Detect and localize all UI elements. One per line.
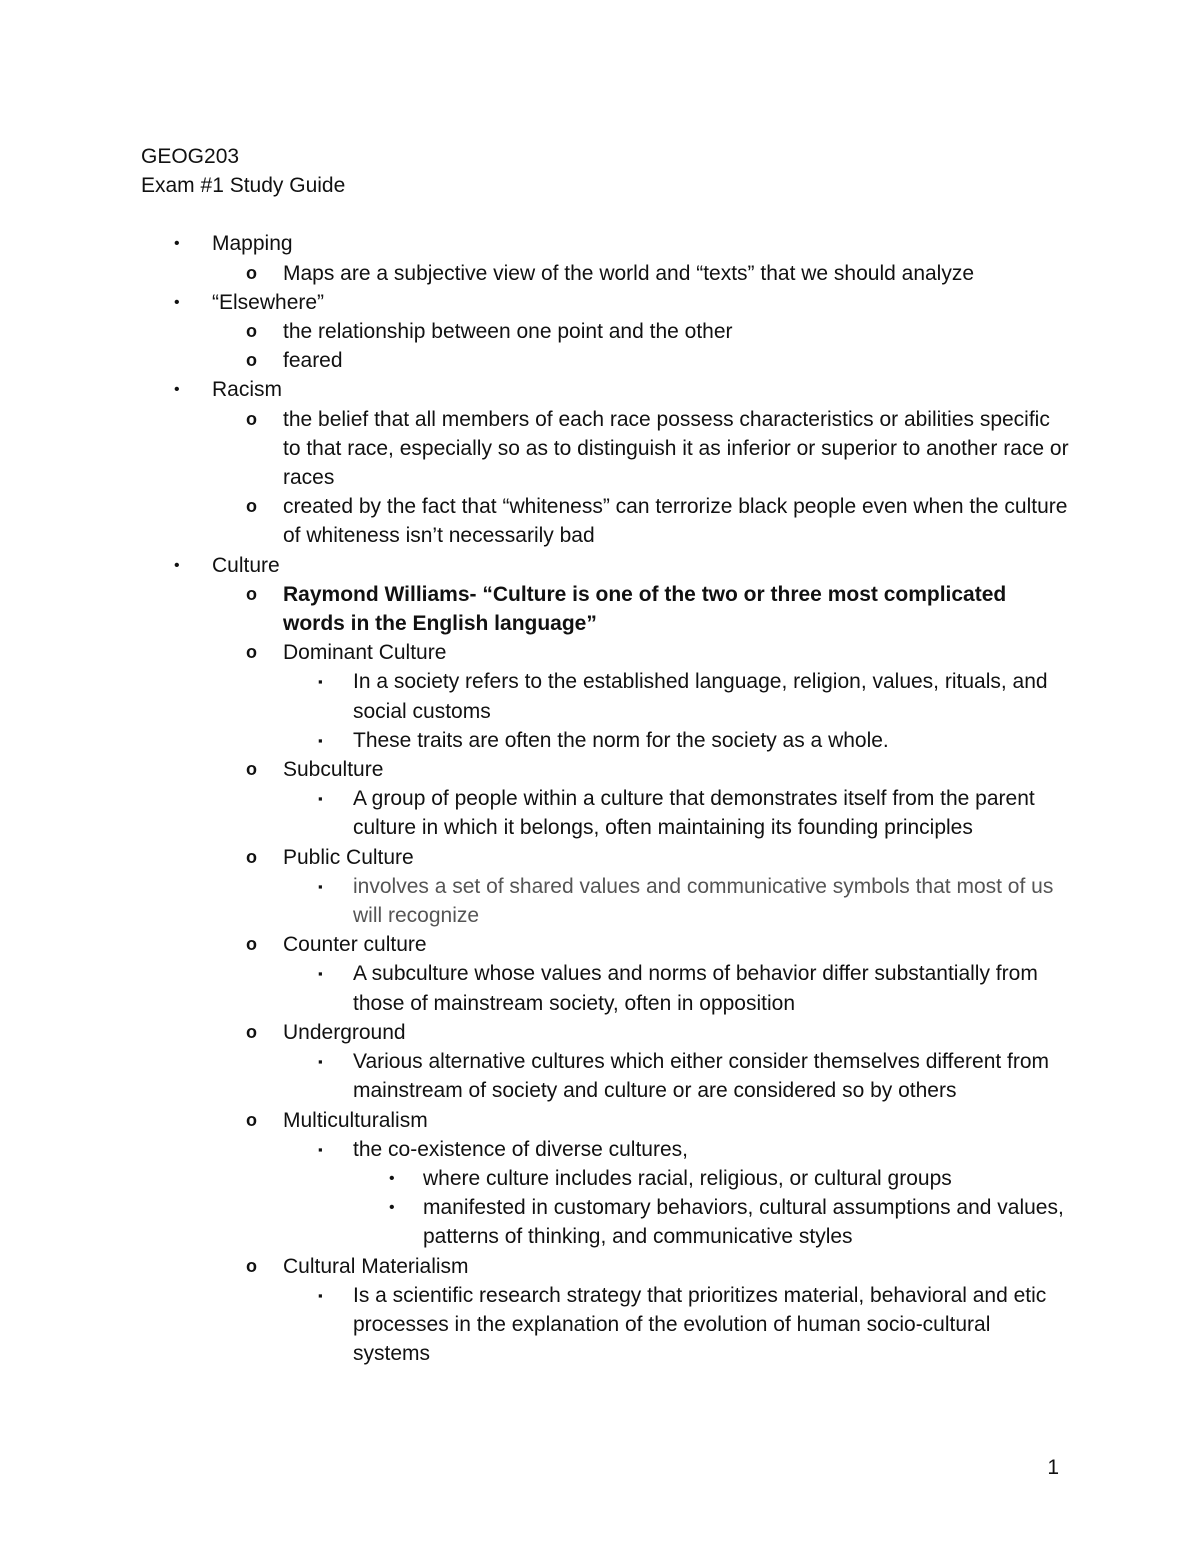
list-item — [141, 317, 1071, 346]
bullet-icon: • — [174, 556, 180, 574]
square-bullet-icon: ▪ — [318, 791, 323, 807]
circle-bullet-icon: o — [246, 350, 257, 371]
item-text: A group of people within a culture that demonstrates itself from the parent culture in which it belongs, often maintaining its founding principles — [353, 787, 1035, 840]
circle-bullet-icon: o — [246, 262, 257, 283]
item-label: Cultural Materialism — [283, 1254, 469, 1278]
subtopic-dominant-culture — [141, 638, 1071, 667]
list-item — [141, 872, 1071, 930]
item-label: Public Culture — [283, 845, 414, 869]
list-item — [141, 667, 1071, 725]
item-text: the co-existence of diverse cultures, — [353, 1137, 688, 1161]
list-item — [141, 492, 1071, 550]
circle-bullet-icon: o — [246, 1021, 257, 1042]
square-bullet-icon: ▪ — [318, 966, 323, 982]
item-label: Culture — [212, 553, 280, 577]
list-item — [141, 726, 1071, 755]
item-label: Mapping — [212, 232, 293, 256]
subtopic-underground — [141, 1018, 1071, 1047]
item-label: Racism — [212, 378, 283, 402]
document-body — [141, 142, 1071, 1368]
document-title: Exam #1 Study Guide — [141, 174, 346, 198]
outline-item-racism — [141, 375, 1071, 404]
list-item — [141, 959, 1071, 1017]
circle-bullet-icon: o — [246, 1109, 257, 1130]
item-text: Maps are a subjective view of the world and “texts” that we should analyze — [283, 261, 975, 285]
item-text: where culture includes racial, religious, or cultural groups — [423, 1166, 952, 1190]
item-text: Various alternative cultures which either consider themselves different from mainstream of society and culture or are considered so by others — [353, 1050, 1050, 1103]
item-label: Underground — [283, 1020, 406, 1044]
circle-bullet-icon: o — [246, 846, 257, 867]
subtopic-cultural-materialism — [141, 1252, 1071, 1281]
square-bullet-icon: ▪ — [318, 732, 323, 748]
item-text: feared — [283, 349, 343, 373]
list-item — [141, 1193, 1071, 1251]
circle-bullet-icon: o — [246, 321, 257, 342]
item-label: Dominant Culture — [283, 641, 447, 665]
item-text: manifested in customary behaviors, cultural assumptions and values, patterns of thinking, and communicative styles — [423, 1196, 1064, 1249]
bullet-icon: • — [174, 293, 180, 311]
subtopic-multiculturalism — [141, 1106, 1071, 1135]
circle-bullet-icon: o — [246, 408, 257, 429]
item-text: These traits are often the norm for the society as a whole. — [353, 728, 889, 752]
item-text: created by the fact that “whiteness” can terrorize black people even when the culture of whiteness isn’t necessarily bad — [283, 495, 1068, 548]
item-label: Counter culture — [283, 933, 427, 957]
circle-bullet-icon: o — [246, 934, 257, 955]
outline-item-elsewhere — [141, 288, 1071, 317]
item-label: Multiculturalism — [283, 1108, 428, 1132]
item-text: Is a scientific research strategy that prioritizes material, behavioral and etic processes in the explanation of the evolution of human socio-cultural systems — [353, 1283, 1047, 1366]
list-item — [141, 1281, 1071, 1369]
outline-item-mapping — [141, 229, 1071, 258]
item-text: In a society refers to the established language, religion, values, rituals, and social customs — [353, 670, 1048, 723]
circle-bullet-icon: o — [246, 759, 257, 780]
bullet-icon: • — [389, 1169, 395, 1187]
item-label: “Elsewhere” — [212, 290, 325, 314]
item-text: Raymond Williams- “Culture is one of the two or three most complicated words in the English language” — [283, 582, 1007, 636]
bullet-icon: • — [174, 235, 180, 253]
circle-bullet-icon: o — [246, 583, 257, 604]
williams-quote — [141, 580, 1071, 638]
item-text: the relationship between one point and the other — [283, 320, 733, 344]
subtopic-public-culture — [141, 843, 1071, 872]
list-item — [141, 405, 1071, 493]
item-label: Subculture — [283, 758, 384, 782]
list-item — [141, 1047, 1071, 1105]
subtopic-subculture — [141, 755, 1071, 784]
blank-line — [141, 200, 1071, 229]
page-number: 1 — [1047, 1456, 1059, 1479]
circle-bullet-icon: o — [246, 496, 257, 517]
square-bullet-icon: ▪ — [318, 674, 323, 690]
circle-bullet-icon: o — [246, 642, 257, 663]
square-bullet-icon: ▪ — [318, 1287, 323, 1303]
outline-item-culture — [141, 551, 1071, 580]
list-item — [141, 1164, 1071, 1193]
subtopic-counter-culture — [141, 930, 1071, 959]
list-item — [141, 1135, 1071, 1164]
item-text: A subculture whose values and norms of behavior differ substantially from those of mainstream society, often in opposition — [353, 962, 1038, 1015]
list-item — [141, 784, 1071, 842]
list-item — [141, 259, 1071, 288]
circle-bullet-icon: o — [246, 1255, 257, 1276]
bullet-icon: • — [389, 1199, 395, 1217]
square-bullet-icon: ▪ — [318, 878, 323, 894]
bullet-icon: • — [174, 381, 180, 399]
course-code: GEOG203 — [141, 145, 240, 168]
square-bullet-icon: ▪ — [318, 1054, 323, 1070]
item-text: the belief that all members of each race possess characteristics or abilities specific to that race, especially so as to distinguish it as inferior or superior to another race or races — [283, 407, 1069, 490]
item-text: involves a set of shared values and communicative symbols that most of us will recognize — [353, 874, 1054, 928]
square-bullet-icon: ▪ — [318, 1141, 323, 1157]
list-item — [141, 346, 1071, 375]
